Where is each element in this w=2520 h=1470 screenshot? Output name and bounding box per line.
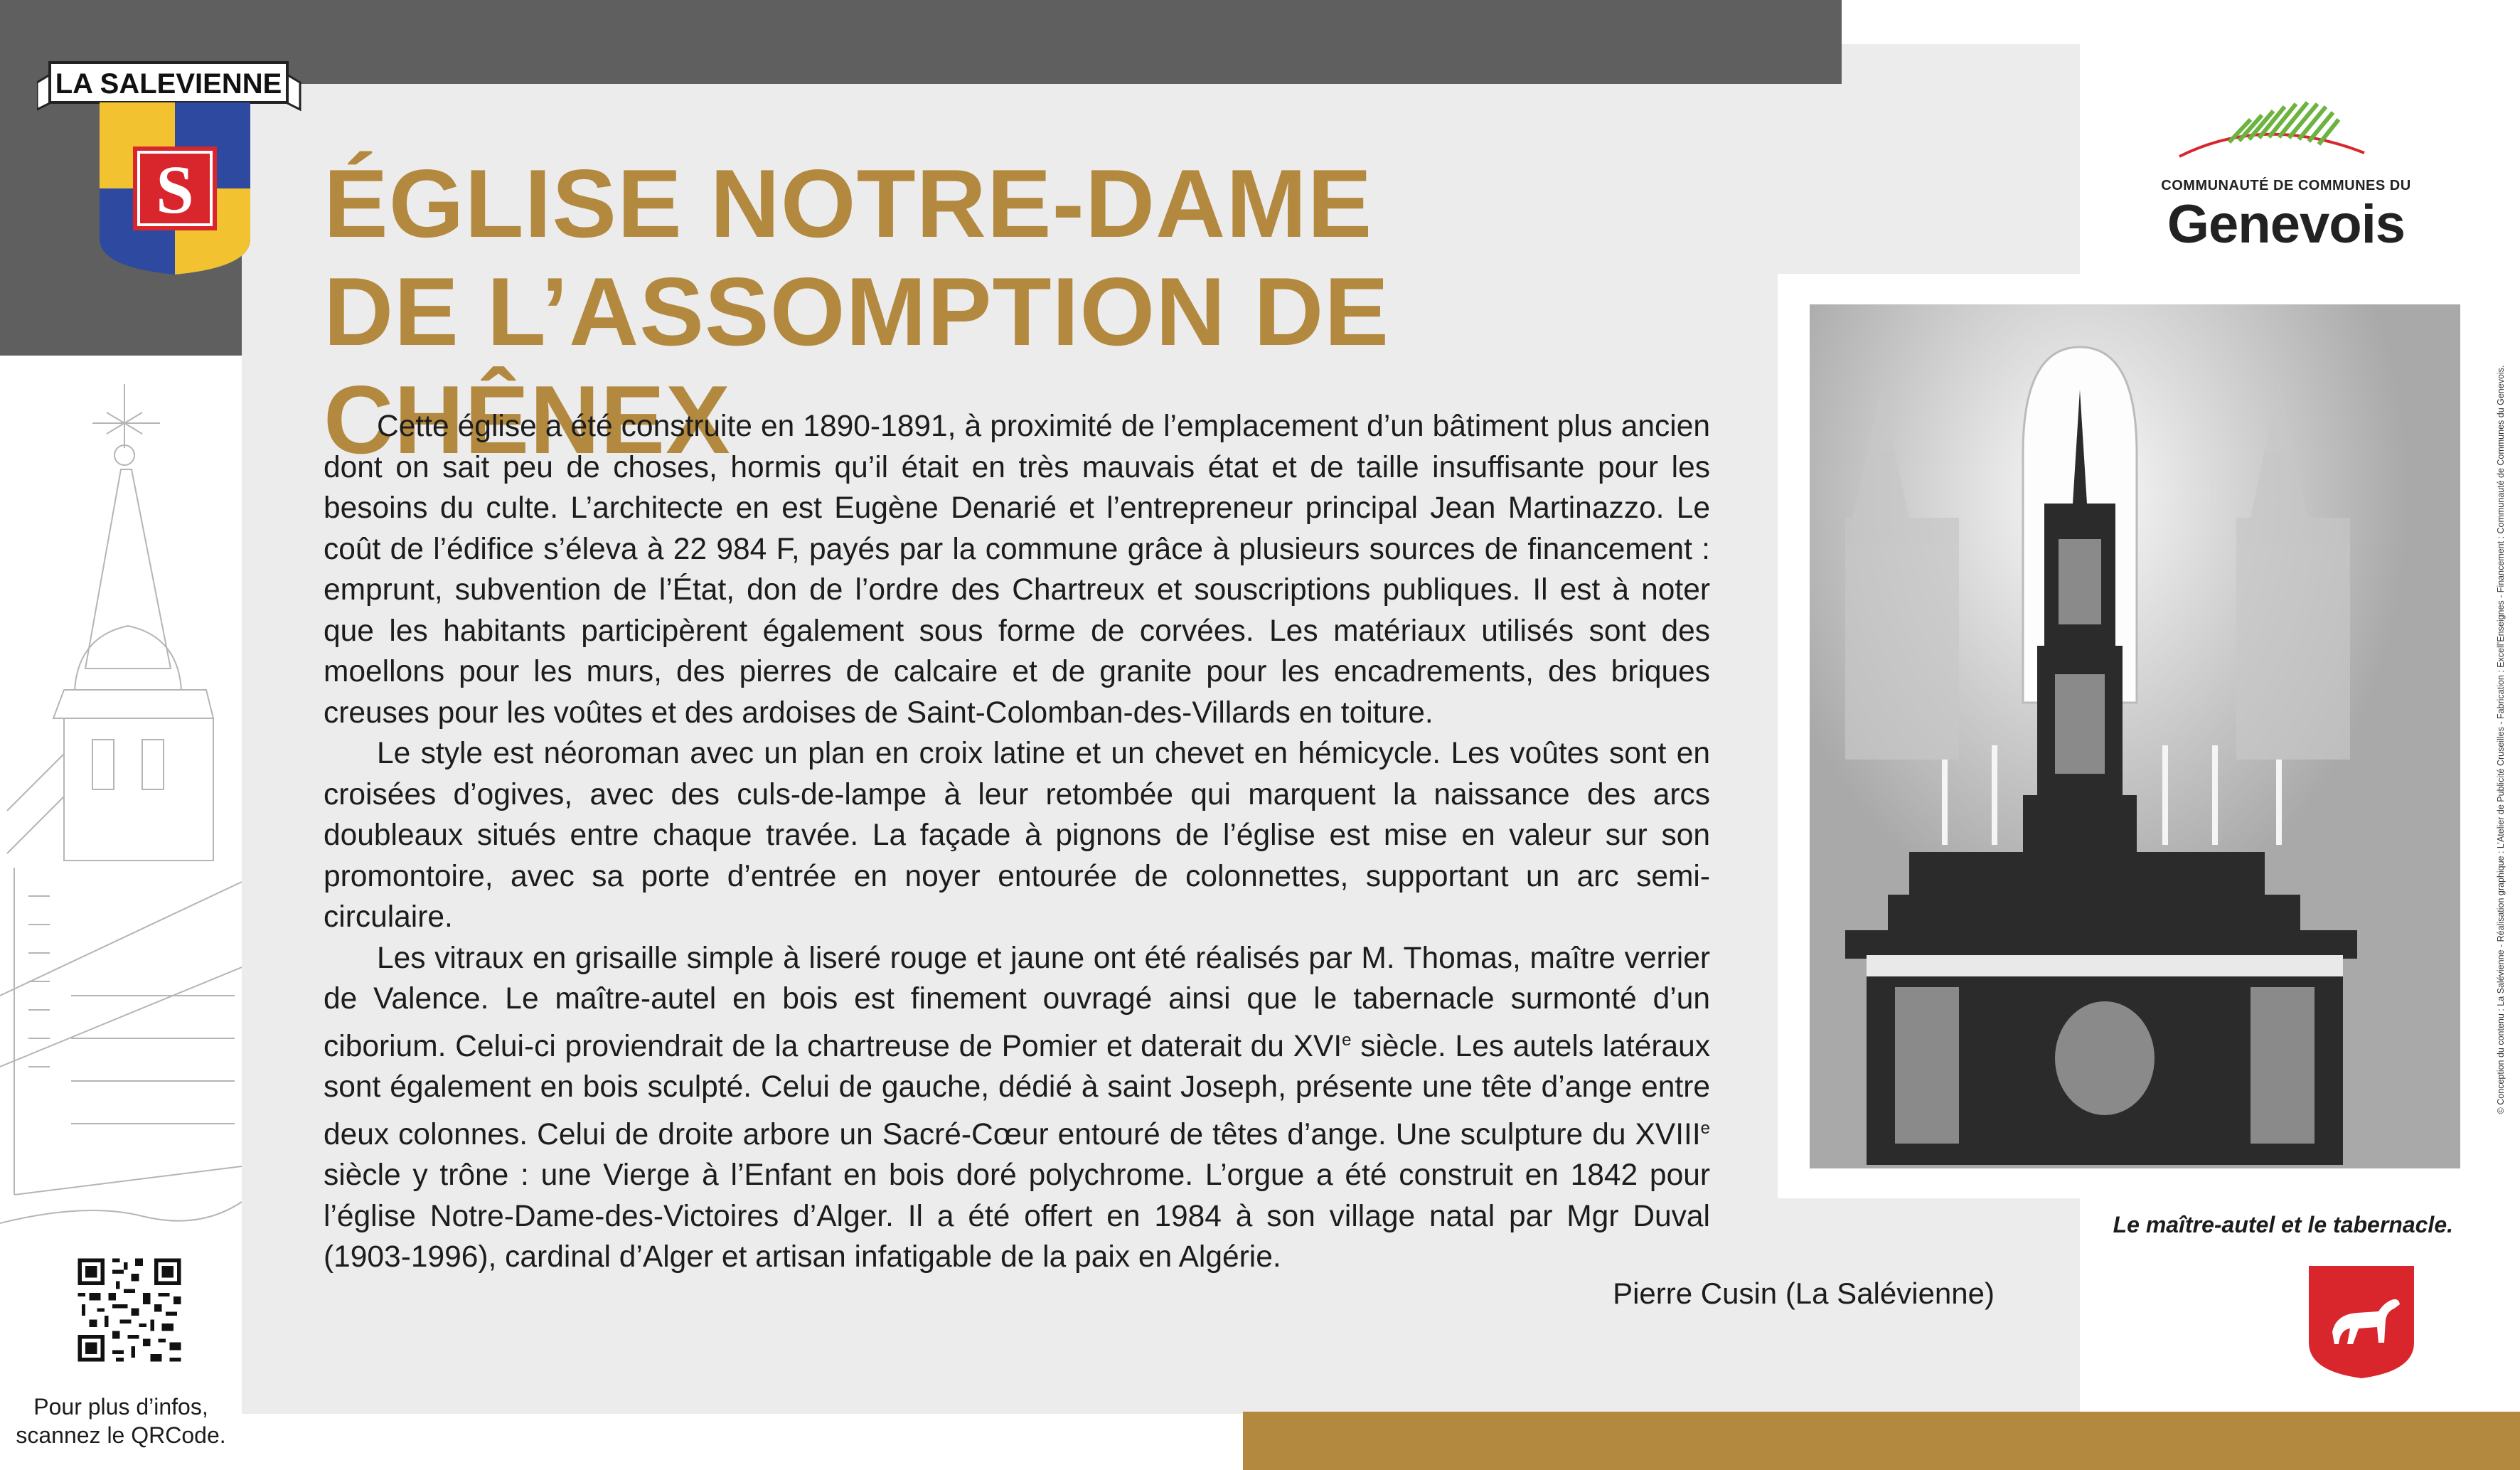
qr-caption-line-2: scannez le QRCode. <box>16 1422 226 1448</box>
altar-photo <box>1810 304 2460 1168</box>
title-line-1: ÉGLISE NOTRE-DAME <box>324 149 1373 257</box>
superscript-e: e <box>1700 1118 1710 1138</box>
genevois-logo-title: Genevois <box>2167 194 2406 255</box>
photo-caption: Le maître-autel et le tabernacle. <box>2113 1212 2453 1237</box>
credits-vertical: © Conception du contenu : La Salévienne - Réalisation graphique : L’Atelier de Publicité Cruseilles - Fabrication : Excell’Enseignes - Financement : Communauté de Communes du Genevois. <box>2496 365 2506 1114</box>
body-text <box>324 406 1710 1278</box>
paragraph-3-part-c: siècle y trône : une Vierge à l’Enfant en bois doré polychrome. L’orgue a été construit en 1842 pour l’église Notre-Dame-des-Victoires d’Alger. Il a été offert en 1984 à son village natal par Mgr Duval (1903-1996), cardinal d’Alger et artisan infatigable de la paix en Algérie. <box>324 1159 1710 1274</box>
chenex-crest-logo <box>2307 1264 2415 1380</box>
qr-code[interactable] <box>74 1255 185 1365</box>
bottom-gold-bar <box>1243 1412 2520 1470</box>
paragraph-3-part-b: siècle. Les autels latéraux sont également en bois sculpté. Celui de gauche, dédié à saint Joseph, présente une tête d’ange entre deux colonnes. Celui de droite arbore un Sacré-Cœur entouré de têtes d’ange. Une sculpture du XVIII <box>324 1029 1711 1151</box>
la-salevienne-crest-logo <box>37 61 314 275</box>
superscript-e: e <box>1342 1030 1352 1050</box>
paragraph-3-part-a: Les vitraux en grisaille simple à liseré rouge et jaune ont été réalisés par M. Thomas, maître verrier de Valence. Le maître-autel en bois est finement ouvragé ainsi que le tabernacle surmonté d’un ciborium. Celui-ci proviendrait de la chartreuse de Pomier et daterait du XVI <box>324 941 1710 1063</box>
qr-caption <box>0 1392 242 1449</box>
author-signature: Pierre Cusin (La Salévienne) <box>1613 1277 1995 1310</box>
title-line-2: DE L’ASSOMPTION DE CHÊNEX <box>324 257 1390 474</box>
genevois-logo-subtitle: COMMUNAUTÉ DE COMMUNES DU <box>2161 178 2411 193</box>
paragraph-1: Cette église a été construite en 1890-1891, à proximité de l’emplacement d’un bâtiment plus ancien dont on sait peu de choses, hormis qu’il était en très mauvais état et de taille insuffisante pour les besoins du culte. L’architecte en est Eugène Denarié et l’entrepreneur principal Jean Martinazzo. Le coût de l’édifice s’éleva à 22 984 F, payés par la commune grâce à plusieurs sources de financement : emprunt, subvention de l’État, don de l’ordre des Chartreux et souscriptions publiques. Il est à noter que les habitants participèrent également sous forme de corvées. Les matériaux utilisés sont des moellons pour les murs, des pierres de calcaire et de granite pour les encadrements, des briques creuses pour les voûtes et des ardoises de Saint-Colomban-des-Villards en toiture. <box>324 410 1710 730</box>
paragraph-2: Le style est néoroman avec un plan en croix latine et un chevet en hémicycle. Les voûtes sont en croisées d’ogives, avec des culs-de-lampe à leur retombée qui marquent la naissance des arcs doubleaux situés entre chaque travée. La façade à pignons de l’église est mise en valeur sur son promontoire, avec sa porte d’entrée en noyer entourée de colonnettes, supportant un arc semi-circulaire. <box>324 737 1710 934</box>
crest-letter: S <box>156 151 194 228</box>
paragraph-3 <box>324 938 1710 1278</box>
qr-caption-line-1: Pour plus d’infos, <box>33 1394 208 1420</box>
bell-tower-sketch-image <box>0 356 242 1259</box>
crest-ribbon-label: LA SALEVIENNE <box>55 68 282 100</box>
content-panel-notch <box>1842 44 2080 84</box>
